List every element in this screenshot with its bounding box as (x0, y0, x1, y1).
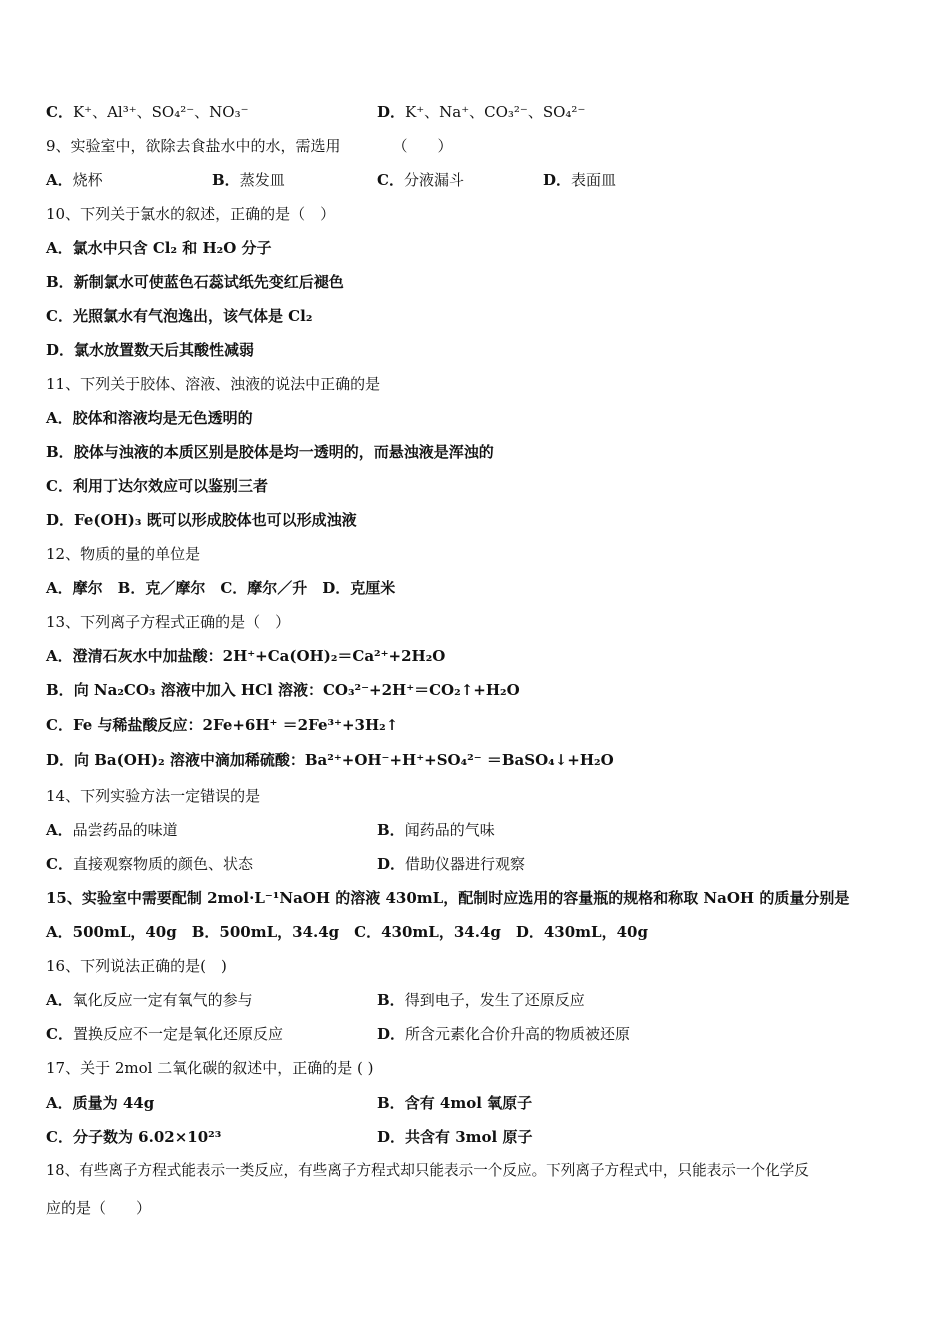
q15-options: A．500mL，40g B．500mL，34.4g C．430mL，34.4g D．430mL，40g (46, 923, 648, 941)
q10-option-a: A．氯水中只含 Cl₂ 和 H₂O 分子 (46, 239, 272, 257)
q16-option-b: B．得到电子，发生了还原反应 (377, 991, 585, 1009)
q17-option-b: B．含有 4mol 氧原子 (377, 1094, 533, 1112)
q8-option-d: D．K⁺、Na⁺、CO₃²⁻、SO₄²⁻ (377, 103, 586, 121)
q11-option-c: C．利用丁达尔效应可以鉴别三者 (46, 477, 268, 495)
q9-option-c: C．分液漏斗 (377, 171, 464, 189)
q14-option-a: A．品尝药品的味道 (46, 821, 178, 839)
q10-option-c: C．光照氯水有气泡逸出，该气体是 Cl₂ (46, 307, 313, 325)
q16-option-d: D．所含元素化合价升高的物质被还原 (377, 1025, 631, 1043)
q11-option-a: A．胶体和溶液均是无色透明的 (46, 409, 253, 427)
q11-stem: 11、下列关于胶体、溶液、浊液的说法中正确的是 (46, 375, 381, 393)
q14-option-d: D．借助仪器进行观察 (377, 855, 526, 873)
q13-option-a: A．澄清石灰水中加盐酸：2H⁺+Ca(OH)₂＝Ca²⁺+2H₂O (46, 647, 446, 665)
q13-option-d: D．向 Ba(OH)₂ 溶液中滴加稀硫酸：Ba²⁺+OH⁻+H⁺+SO₄²⁻ ＝BaSO₄↓+H₂O (46, 751, 614, 769)
q17-option-d: D．共含有 3mol 原子 (377, 1128, 533, 1146)
q16-option-c: C．置换反应不一定是氧化还原反应 (46, 1025, 283, 1043)
q13-stem: 13、下列离子方程式正确的是（ ） (46, 613, 291, 631)
q9-option-a: A．烧杯 (46, 171, 103, 189)
q14-option-c: C．直接观察物质的颜色、状态 (46, 855, 253, 873)
q10-option-b: B．新制氯水可使蓝色石蕊试纸先变红后褪色 (46, 273, 344, 291)
q13-option-c: C．Fe 与稀盐酸反应：2Fe+6H⁺ ＝2Fe³⁺+3H₂↑ (46, 716, 399, 734)
q16-stem: 16、下列说法正确的是( ) (46, 957, 227, 975)
q9-option-d: D．表面皿 (543, 171, 617, 189)
q12-stem: 12、物质的量的单位是 (46, 545, 201, 563)
q14-option-b: B．闻药品的气味 (377, 821, 495, 839)
q9-stem: 9、实验室中，欲除去食盐水中的水，需选用 （ ） (46, 137, 453, 155)
q8-option-c: C．K⁺、Al³⁺、SO₄²⁻、NO₃⁻ (46, 103, 249, 121)
q11-option-b: B．胶体与浊液的本质区别是胶体是均一透明的，而悬浊液是浑浊的 (46, 443, 494, 461)
q14-stem: 14、下列实验方法一定错误的是 (46, 787, 261, 805)
q13-option-b: B．向 Na₂CO₃ 溶液中加入 HCl 溶液：CO₃²⁻+2H⁺＝CO₂↑+H₂O (46, 681, 520, 699)
q17-option-a: A．质量为 44g (46, 1094, 155, 1112)
q18-stem-line1: 18、有些离子方程式能表示一类反应，有些离子方程式却只能表示一个反应。下列离子方程式中，只能表示一个化学反 (46, 1162, 809, 1179)
q9-option-b: B．蒸发皿 (212, 171, 285, 189)
q15-stem: 15、实验室中需要配制 2mol·L⁻¹NaOH 的溶液 430mL，配制时应选用的容量瓶的规格和称取 NaOH 的质量分别是 (46, 889, 850, 907)
q17-option-c: C．分子数为 6.02×10²³ (46, 1128, 222, 1146)
q16-option-a: A．氧化反应一定有氧气的参与 (46, 991, 253, 1009)
q11-option-d: D．Fe(OH)₃ 既可以形成胶体也可以形成浊液 (46, 511, 357, 529)
q12-options: A．摩尔 B．克／摩尔 C．摩尔／升 D．克厘米 (46, 579, 396, 597)
q10-option-d: D．氯水放置数天后其酸性减弱 (46, 341, 255, 359)
q10-stem: 10、下列关于氯水的叙述，正确的是（ ） (46, 205, 336, 223)
q17-stem: 17、关于 2mol 二氧化碳的叙述中，正确的是 ( ) (46, 1059, 374, 1077)
q18-stem-line2: 应的是（ ） (46, 1199, 152, 1217)
